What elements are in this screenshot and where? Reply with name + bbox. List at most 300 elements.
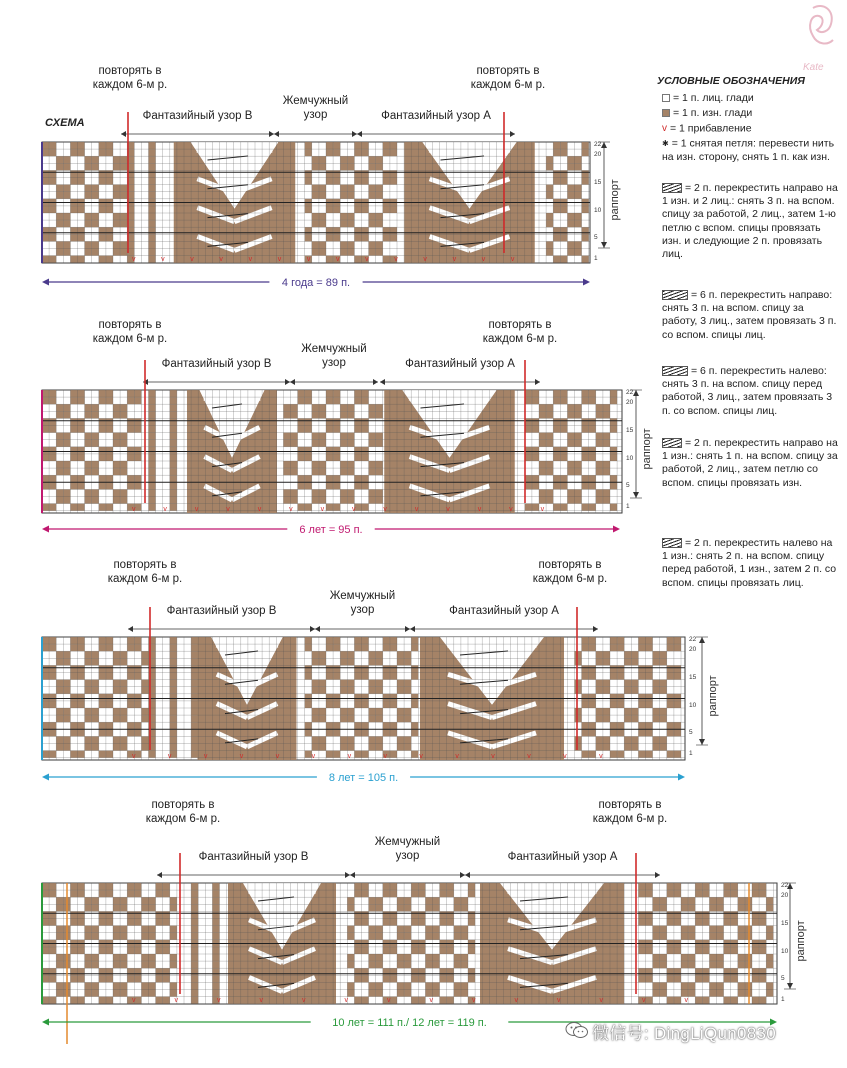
- stitch-cell: [347, 926, 354, 933]
- stitch-cell: [99, 911, 106, 918]
- stitch-cell: [333, 475, 340, 482]
- stitch-cell: [120, 163, 127, 170]
- increase-mark: v: [383, 506, 387, 513]
- stitch-cell: [390, 637, 397, 644]
- stitch-cell: [362, 729, 369, 736]
- stitch-cell: [390, 722, 397, 729]
- stitch-cell: [653, 961, 660, 968]
- stitch-cell: [42, 454, 49, 461]
- row-number: 10: [689, 702, 697, 709]
- stitch-cell: [567, 185, 574, 192]
- stitch-cell: [163, 968, 170, 975]
- stitch-cell: [362, 149, 369, 156]
- bracket-arrow: [633, 492, 639, 498]
- stitch-cell: [127, 418, 134, 425]
- stitch-cell: [42, 256, 49, 263]
- stitch-cell: [326, 426, 333, 433]
- stitch-cell: [362, 890, 369, 897]
- stitch-cell: [49, 673, 56, 680]
- stitch-cell: [49, 751, 56, 758]
- stitch-cell: [589, 504, 596, 511]
- stitch-cell: [596, 708, 603, 715]
- stitch-cell: [731, 919, 738, 926]
- stitch-cell: [589, 751, 596, 758]
- stitch-cell: [120, 954, 127, 961]
- stitch-cell: [695, 890, 702, 897]
- stitch-cell: [170, 729, 177, 736]
- increase-mark: v: [132, 997, 136, 1004]
- stitch-cell: [362, 142, 369, 149]
- stitch-cell: [149, 933, 156, 940]
- stitch-cell: [582, 504, 589, 511]
- stitch-cell: [766, 961, 773, 968]
- stitch-cell: [354, 227, 361, 234]
- stitch-cell: [646, 694, 653, 701]
- stitch-cell: [717, 904, 724, 911]
- stitch-cell: [113, 220, 120, 227]
- stitch-cell: [752, 919, 759, 926]
- stitch-cell: [156, 919, 163, 926]
- stitch-cell: [340, 433, 347, 440]
- stitch-cell: [319, 744, 326, 751]
- stitch-cell: [326, 504, 333, 511]
- stitch-cell: [312, 192, 319, 199]
- stitch-cell: [212, 883, 219, 890]
- stitch-cell: [113, 708, 120, 715]
- stitch-cell: [354, 665, 361, 672]
- stitch-cell: [596, 433, 603, 440]
- stitch-cell: [717, 954, 724, 961]
- stitch-cell: [78, 890, 85, 897]
- stitch-cell: [610, 701, 617, 708]
- stitch-cell: [717, 897, 724, 904]
- stitch-cell: [560, 418, 567, 425]
- stitch-cell: [63, 249, 70, 256]
- stitch-cell: [42, 919, 49, 926]
- stitch-cell: [312, 687, 319, 694]
- stitch-cell: [149, 454, 156, 461]
- stitch-cell: [546, 497, 553, 504]
- stitch-cell: [134, 637, 141, 644]
- stitch-cell: [56, 982, 63, 989]
- stitch-cell: [369, 982, 376, 989]
- stitch-cell: [560, 397, 567, 404]
- stitch-cell: [85, 433, 92, 440]
- stitch-cell: [56, 220, 63, 227]
- stitch-cell: [212, 904, 219, 911]
- increase-mark: v: [514, 997, 518, 1004]
- stitch-cell: [120, 708, 127, 715]
- stitch-cell: [78, 694, 85, 701]
- stitch-cell: [333, 447, 340, 454]
- stitch-cell: [170, 982, 177, 989]
- stitch-cell: [575, 185, 582, 192]
- stitch-cell: [56, 461, 63, 468]
- stitch-cell: [560, 234, 567, 241]
- stitch-cell: [56, 433, 63, 440]
- stitch-cell: [709, 954, 716, 961]
- row-number: 20: [594, 151, 602, 158]
- stitch-cell: [127, 637, 134, 644]
- stitch-cell: [582, 751, 589, 758]
- stitch-cell: [106, 975, 113, 982]
- increase-mark: v: [540, 506, 545, 513]
- stitch-cell: [362, 722, 369, 729]
- stitch-cell: [454, 982, 461, 989]
- stitch-cell: [42, 665, 49, 672]
- legend-item: [662, 437, 840, 490]
- stitch-cell: [305, 722, 312, 729]
- stitch-cell: [85, 192, 92, 199]
- stitch-cell: [212, 926, 219, 933]
- stitch-cell: [624, 736, 631, 743]
- stitch-cell: [85, 241, 92, 248]
- pattern-b-label: Фантазийный узор В: [198, 851, 309, 863]
- stitch-cell: [191, 990, 198, 997]
- stitch-cell: [397, 708, 404, 715]
- stitch-cell: [667, 883, 674, 890]
- stitch-cell: [78, 206, 85, 213]
- stitch-cell: [49, 919, 56, 926]
- stitch-cell: [731, 968, 738, 975]
- stitch-cell: [113, 468, 120, 475]
- stitch-cell: [42, 722, 49, 729]
- stitch-cell: [127, 397, 134, 404]
- row-number: 15: [689, 674, 697, 681]
- stitch-cell: [333, 206, 340, 213]
- stitch-cell: [667, 694, 674, 701]
- stitch-cell: [567, 461, 574, 468]
- stitch-cell: [369, 708, 376, 715]
- stitch-cell: [567, 404, 574, 411]
- stitch-cell: [596, 736, 603, 743]
- stitch-cell: [553, 170, 560, 177]
- stitch-cell: [56, 192, 63, 199]
- stitch-cell: [42, 673, 49, 680]
- stitch-cell: [120, 220, 127, 227]
- legend-title: УСЛОВНЫЕ ОБОЗНАЧЕНИЯ: [657, 75, 805, 87]
- stitch-cell: [603, 736, 610, 743]
- stitch-cell: [667, 947, 674, 954]
- stitch-cell: [738, 990, 745, 997]
- stitch-cell: [120, 687, 127, 694]
- stitch-cell: [70, 475, 77, 482]
- stitch-cell: [134, 475, 141, 482]
- stitch-cell: [70, 665, 77, 672]
- stitch-cell: [369, 651, 376, 658]
- increase-icon: v: [662, 123, 667, 134]
- stitch-cell: [283, 468, 290, 475]
- stitch-cell: [369, 904, 376, 911]
- stitch-cell: [603, 489, 610, 496]
- stitch-cell: [582, 722, 589, 729]
- stitch-cell: [70, 234, 77, 241]
- stitch-cell: [63, 651, 70, 658]
- stitch-cell: [383, 890, 390, 897]
- bracket-arrow: [121, 131, 126, 137]
- increase-mark: v: [383, 753, 387, 760]
- stitch-cell: [56, 961, 63, 968]
- stitch-cell: [354, 397, 361, 404]
- stitch-cell: [99, 729, 106, 736]
- stitch-cell: [333, 418, 340, 425]
- stitch-cell: [191, 919, 198, 926]
- stitch-cell: [99, 997, 106, 1004]
- stitch-cell: [70, 170, 77, 177]
- stitch-cell: [70, 447, 77, 454]
- stitch-cell: [319, 651, 326, 658]
- stitch-cell: [660, 904, 667, 911]
- stitch-cell: [681, 990, 688, 997]
- stitch-cell: [362, 447, 369, 454]
- stitch-cell: [724, 890, 731, 897]
- stitch-cell: [362, 751, 369, 758]
- stitch-cell: [149, 954, 156, 961]
- stitch-cell: [653, 926, 660, 933]
- stitch-cell: [113, 192, 120, 199]
- stitch-cell: [99, 968, 106, 975]
- stitch-cell: [582, 397, 589, 404]
- stitch-cell: [149, 170, 156, 177]
- stitch-cell: [70, 997, 77, 1004]
- stitch-cell: [553, 504, 560, 511]
- stitch-cell: [170, 926, 177, 933]
- stitch-cell: [42, 504, 49, 511]
- stitch-cell: [191, 651, 198, 658]
- stitch-cell: [149, 897, 156, 904]
- stitch-cell: [539, 489, 546, 496]
- stitch-cell: [674, 883, 681, 890]
- stitch-cell: [567, 433, 574, 440]
- stitch-cell: [92, 990, 99, 997]
- stitch-cell: [724, 997, 731, 1004]
- stitch-cell: [440, 968, 447, 975]
- stitch-cell: [567, 249, 574, 256]
- stitch-cell: [42, 637, 49, 644]
- stitch-cell: [283, 489, 290, 496]
- stitch-cell: [638, 975, 645, 982]
- stitch-cell: [404, 990, 411, 997]
- stitch-cell: [191, 644, 198, 651]
- stitch-cell: [411, 751, 418, 758]
- stitch-cell: [106, 475, 113, 482]
- stitch-cell: [141, 990, 148, 997]
- stitch-cell: [383, 170, 390, 177]
- legend-item-text: = 2 п. перекрестить направо на 1 изн.: снять 1 п. на вспом. спицу за работой, 2 лиц., затем петлю со вспом. спицы провязать изн.: [662, 437, 838, 489]
- legend-item-text: = 2 п. перекрестить налево на 1 изн.: снять 2 п. на вспом. спицу перед работой, 1 изн., затем 2 п. со вспом. спицы провязать лиц.: [662, 537, 837, 589]
- stitch-cell: [369, 926, 376, 933]
- stitch-cell: [362, 397, 369, 404]
- legend-item-text: = 2 п. перекрестить направо на 1 изн. и 2 лиц.: снять 3 п. на вспом. спицу за работой, 2 лиц., затем 1-ю петлю с вспом. спицы провязать изн. и следующие 2 п. провязать лиц.: [662, 182, 838, 261]
- bracket-arrow: [593, 626, 598, 632]
- increase-mark: v: [452, 256, 457, 263]
- stitch-cell: [582, 234, 589, 241]
- stitch-cell: [376, 651, 383, 658]
- stitch-cell: [99, 475, 106, 482]
- stitch-cell: [411, 665, 418, 672]
- stitch-cell: [362, 997, 369, 1004]
- stitch-cell: [425, 904, 432, 911]
- stitch-cell: [78, 637, 85, 644]
- stitch-cell: [127, 890, 134, 897]
- stitch-cell: [447, 911, 454, 918]
- stitch-cell: [340, 497, 347, 504]
- stitch-cell: [149, 220, 156, 227]
- stitch-cell: [560, 256, 567, 263]
- stitch-cell: [433, 982, 440, 989]
- bracket-arrow: [345, 872, 350, 878]
- stitch-cell: [305, 178, 312, 185]
- stitch-cell: [63, 156, 70, 163]
- stitch-cell: [340, 213, 347, 220]
- bracket-arrow: [405, 626, 410, 632]
- increase-mark: v: [344, 997, 348, 1004]
- stitch-cell: [319, 404, 326, 411]
- stitch-cell: [49, 227, 56, 234]
- stitch-cell: [85, 440, 92, 447]
- stitch-cell: [120, 156, 127, 163]
- rapport-label: раппорт: [641, 428, 653, 470]
- stitch-cell: [85, 982, 92, 989]
- stitch-cell: [646, 947, 653, 954]
- stitch-cell: [646, 644, 653, 651]
- stitch-cell: [305, 475, 312, 482]
- stitch-cell: [461, 897, 468, 904]
- knit-stitch-icon: [662, 94, 670, 102]
- stitch-cell: [354, 234, 361, 241]
- stitch-cell: [397, 982, 404, 989]
- stitch-cell: [85, 461, 92, 468]
- stitch-cell: [78, 227, 85, 234]
- stitch-cell: [383, 227, 390, 234]
- row-number: 1: [689, 750, 693, 757]
- stitch-cell: [390, 997, 397, 1004]
- size-arrow-head: [42, 1019, 49, 1026]
- stitch-cell: [170, 397, 177, 404]
- stitch-cell: [539, 497, 546, 504]
- stitch-cell: [92, 497, 99, 504]
- stitch-cell: [418, 975, 425, 982]
- stitch-cell: [106, 504, 113, 511]
- pearl-label: Жемчужный узор: [282, 95, 349, 121]
- stitch-cell: [404, 897, 411, 904]
- stitch-cell: [575, 468, 582, 475]
- stitch-cell: [191, 904, 198, 911]
- pattern-a-label: Фантазийный узор А: [449, 605, 559, 617]
- stitch-cell: [575, 220, 582, 227]
- increase-mark: v: [477, 506, 482, 513]
- stitch-cell: [63, 220, 70, 227]
- stitch-cell: [78, 729, 85, 736]
- stitch-cell: [49, 637, 56, 644]
- wechat-icon: [565, 1021, 589, 1039]
- increase-mark: v: [132, 256, 136, 263]
- stitch-cell: [447, 997, 454, 1004]
- stitch-cell: [553, 447, 560, 454]
- stitch-cell: [376, 404, 383, 411]
- stitch-cell: [404, 744, 411, 751]
- stitch-cell: [127, 722, 134, 729]
- stitch-cell: [383, 975, 390, 982]
- stitch-cell: [404, 658, 411, 665]
- stitch-cell: [688, 961, 695, 968]
- stitch-cell: [134, 426, 141, 433]
- stitch-cell: [709, 990, 716, 997]
- stitch-cell: [638, 673, 645, 680]
- stitch-cell: [362, 637, 369, 644]
- stitch-cell: [575, 213, 582, 220]
- stitch-cell: [56, 715, 63, 722]
- stitch-cell: [92, 926, 99, 933]
- stitch-cell: [149, 504, 156, 511]
- stitch-cell: [49, 397, 56, 404]
- bracket-arrow: [315, 626, 320, 632]
- stitch-cell: [369, 411, 376, 418]
- stitch-cell: [674, 919, 681, 926]
- stitch-cell: [78, 883, 85, 890]
- stitch-cell: [383, 968, 390, 975]
- stitch-cell: [638, 947, 645, 954]
- stitch-cell: [404, 651, 411, 658]
- stitch-cell: [376, 411, 383, 418]
- stitch-cell: [63, 489, 70, 496]
- stitch-cell: [589, 447, 596, 454]
- stitch-cell: [149, 241, 156, 248]
- stitch-cell: [376, 213, 383, 220]
- stitch-cell: [106, 178, 113, 185]
- stitch-cell: [333, 170, 340, 177]
- stitch-cell: [106, 390, 113, 397]
- svg-text:Kate: Kate: [803, 62, 824, 73]
- increase-mark: v: [311, 753, 316, 760]
- stitch-cell: [49, 149, 56, 156]
- stitch-cell: [63, 715, 70, 722]
- stitch-cell: [212, 919, 219, 926]
- stitch-cell: [191, 729, 198, 736]
- stitch-cell: [99, 644, 106, 651]
- stitch-cell: [646, 729, 653, 736]
- increase-mark: v: [161, 256, 165, 263]
- purl-stitch-icon: [662, 109, 670, 117]
- stitch-cell: [631, 708, 638, 715]
- stitch-cell: [127, 968, 134, 975]
- stitch-cell: [92, 440, 99, 447]
- stitch-cell: [63, 213, 70, 220]
- stitch-cell: [347, 185, 354, 192]
- stitch-cell: [312, 241, 319, 248]
- legend-item-text: = 6 п. перекрестить направо: снять 3 п. на вспом. спицу за работу, 3 лиц., затем провязать 3 п. со вспом. спицы лиц.: [662, 289, 837, 341]
- stitch-cell: [49, 142, 56, 149]
- stitch-cell: [113, 982, 120, 989]
- stitch-cell: [709, 933, 716, 940]
- row-number: 15: [594, 179, 602, 186]
- stitch-cell: [56, 708, 63, 715]
- stitch-cell: [134, 947, 141, 954]
- stitch-cell: [298, 426, 305, 433]
- stitch-cell: [354, 751, 361, 758]
- stitch-cell: [312, 433, 319, 440]
- stitch-cell: [134, 673, 141, 680]
- stitch-cell: [447, 947, 454, 954]
- stitch-cell: [347, 651, 354, 658]
- stitch-cell: [99, 234, 106, 241]
- stitch-cell: [362, 644, 369, 651]
- stitch-cell: [78, 504, 85, 511]
- stitch-cell: [383, 883, 390, 890]
- stitch-cell: [312, 468, 319, 475]
- stitch-cell: [70, 397, 77, 404]
- stitch-cell: [362, 968, 369, 975]
